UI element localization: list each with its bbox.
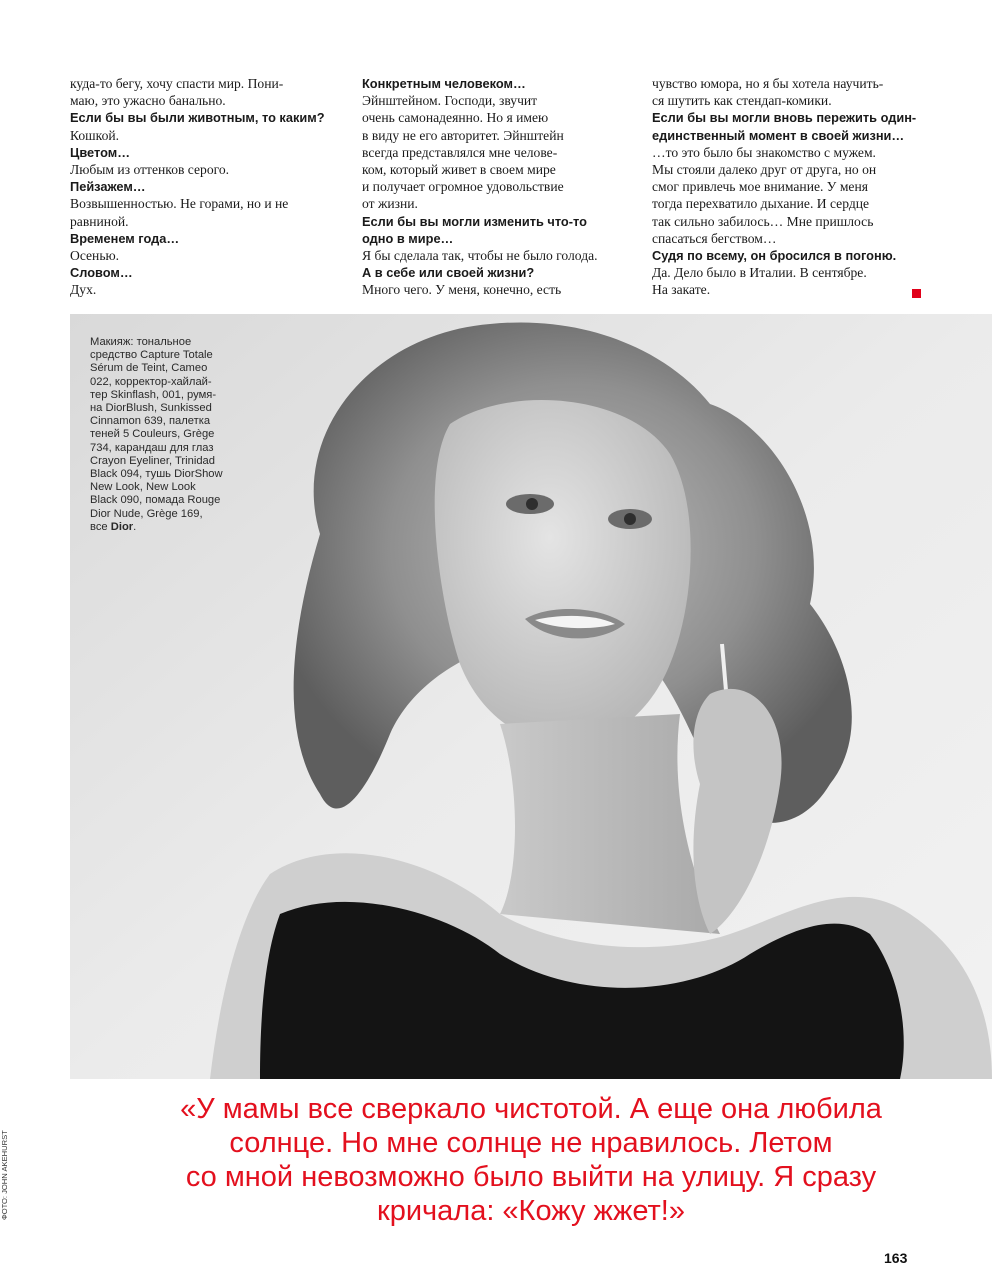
question-line: Словом… — [70, 265, 133, 281]
pull-quote-line: «У мамы все сверкало чистотой. А еще она любила — [180, 1093, 882, 1125]
answer-line: На закате. — [652, 282, 711, 298]
caption-line: Black 090, помада Rouge — [90, 494, 221, 507]
question-line: Если бы вы могли изменить что-то — [362, 213, 587, 229]
pull-quote — [70, 1092, 992, 1228]
answer-line: и получает огромное удовольствие — [362, 179, 564, 195]
answer-line: Я бы сделала так, чтобы не было голода. — [362, 248, 598, 264]
caption-line: 734, карандаш для глаз — [90, 441, 214, 454]
answer-line: Эйнштейном. Господи, звучит — [362, 93, 538, 109]
answer-line: …то это было бы знакомство с мужем. — [652, 144, 876, 160]
end-of-article-mark — [912, 289, 921, 298]
caption-line: на DiorBlush, Sunkissed — [90, 402, 212, 415]
caption-last-suffix: . — [133, 520, 137, 533]
answer-line: Мы стояли далеко друг от друга, но он — [652, 162, 877, 178]
answer-line: чувство юмора, но я бы хотела научить- — [652, 76, 884, 91]
caption-line: средство Capture Totale — [90, 349, 213, 362]
answer-line: смог привлечь мое внимание. У меня — [652, 179, 868, 195]
question-line: Пейзажем… — [70, 179, 146, 195]
question-line: Если бы вы могли вновь пережить один- — [652, 110, 917, 126]
photo-credit-text: ФОТО: JOHN AKEHURST — [0, 1130, 9, 1220]
pull-quote-line: солнце. Но мне солнце не нравилось. Летом — [229, 1127, 833, 1159]
makeup-caption — [90, 336, 250, 534]
answer-line: так сильно забилось… Мне пришлось — [652, 213, 874, 229]
caption-last-line — [90, 521, 250, 534]
photo-credit — [0, 1112, 12, 1232]
answer-line: Много чего. У меня, конечно, есть — [362, 282, 562, 298]
answer-line: маю, это ужасно банально. — [70, 93, 226, 109]
caption-line: Black 094, тушь DiorShow — [90, 468, 223, 481]
answer-line: ся шутить как стендап-комики. — [652, 93, 832, 109]
caption-line: тер Skinflash, 001, румя- — [90, 388, 217, 401]
answer-line: Возвышенностью. Не горами, но и не — [70, 196, 289, 212]
answer-line: Да. Дело было в Италии. В сентябре. — [652, 265, 867, 281]
answer-line: от жизни. — [362, 196, 418, 212]
text-column-2 — [362, 75, 632, 299]
answer-line: тогда перехватило дыхание. И сердце — [652, 196, 870, 212]
answer-line: Кошкой. — [70, 127, 120, 143]
caption-line: 022, корректор-хайлай- — [90, 375, 212, 388]
answer-line: спасаться бегством… — [652, 230, 777, 246]
answer-line: очень самонадеянно. Но я имею — [362, 110, 549, 126]
question-line: Конкретным человеком… — [362, 76, 526, 91]
question-line: единственный момент в своей жизни… — [652, 127, 905, 143]
caption-line: Sérum de Teint, Cameo — [90, 362, 208, 375]
answer-line: всегда представлялся мне челове- — [362, 144, 558, 160]
answer-line: в виду не его авторитет. Эйнштейн — [362, 127, 564, 143]
caption-line: Crayon Eyeliner, Trinidad — [90, 454, 215, 467]
answer-line: ком, который живет в своем мире — [362, 162, 556, 178]
answer-line: равниной. — [70, 213, 129, 229]
caption-line: Dior Nude, Grège 169, — [90, 507, 203, 520]
answer-line: куда-то бегу, хочу спасти мир. Пони- — [70, 76, 284, 91]
question-line: Цветом… — [70, 144, 131, 160]
question-line: одно в мире… — [362, 230, 454, 246]
text-column-1 — [70, 75, 340, 299]
caption-line: New Look, New Look — [90, 481, 196, 494]
caption-line: теней 5 Couleurs, Grège — [90, 428, 215, 441]
caption-line: Cinnamon 639, палетка — [90, 415, 211, 428]
question-line: А в себе или своей жизни? — [362, 265, 535, 281]
caption-last-prefix: все — [90, 520, 111, 533]
answer-line: Дух. — [70, 282, 97, 298]
pull-quote-line: со мной невозможно было выйти на улицу. Я сразу — [185, 1161, 877, 1193]
caption-line: Макияж: тональное — [90, 336, 192, 348]
question-line: Временем года… — [70, 230, 180, 246]
page-number: 163 — [884, 1250, 908, 1266]
answer-line: Осенью. — [70, 248, 120, 264]
pull-quote-line: кричала: «Кожу жжет!» — [377, 1195, 685, 1227]
answer-line: Любым из оттенков серого. — [70, 162, 230, 178]
question-line: Судя по всему, он бросился в погоню. — [652, 248, 897, 264]
text-column-3 — [652, 75, 922, 299]
question-line: Если бы вы были животным, то каким? — [70, 110, 325, 126]
caption-brand: Dior — [110, 520, 134, 533]
